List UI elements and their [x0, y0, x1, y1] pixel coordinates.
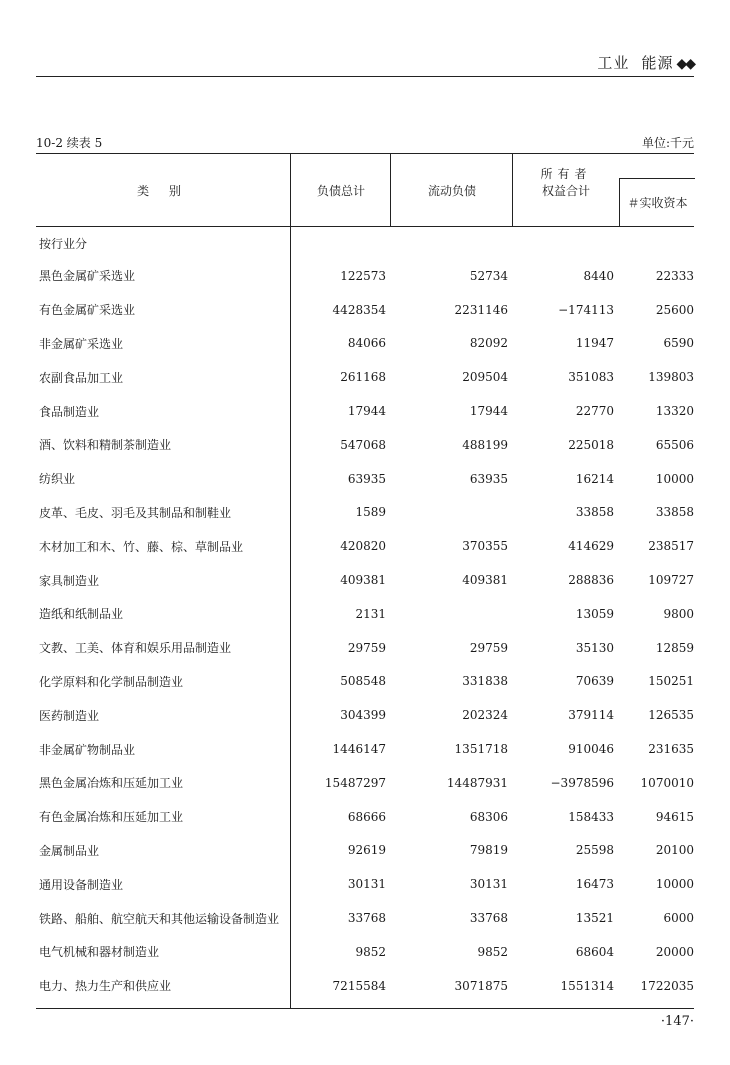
- cell-paid-in-capital: 12859: [655, 640, 694, 655]
- cell-paid-in-capital: 13320: [655, 404, 694, 419]
- cell-paid-in-capital: 109727: [648, 573, 694, 588]
- cell-total-liabilities: 9852: [355, 944, 386, 959]
- cell-owner-equity: 13521: [575, 911, 614, 926]
- data-table: [36, 153, 694, 1009]
- cell-owner-equity: 70639: [575, 674, 614, 689]
- row-category: 皮革、毛皮、羽毛及其制品和制鞋业: [39, 505, 232, 520]
- header-owner-equity: 所有者 权益合计: [540, 167, 592, 198]
- row-category: 电气机械和器材制造业: [39, 945, 160, 960]
- header-current-liabilities: 流动负债: [390, 154, 513, 226]
- row-category: 铁路、船舶、航空航天和其他运输设备制造业: [39, 911, 280, 926]
- cell-current-liabilities: 68306: [469, 809, 508, 824]
- cell-paid-in-capital: 10000: [655, 877, 694, 892]
- cell-total-liabilities: 92619: [347, 843, 386, 858]
- cell-paid-in-capital: 1722035: [640, 978, 694, 993]
- cell-current-liabilities: 17944: [469, 404, 508, 419]
- table-row: [36, 698, 694, 732]
- header-title: [597, 52, 694, 73]
- table-row: [36, 766, 694, 800]
- table-row: [36, 360, 694, 394]
- cell-owner-equity: −3978596: [550, 775, 614, 790]
- table-row: [36, 529, 694, 563]
- cell-current-liabilities: 29759: [469, 640, 508, 655]
- cell-owner-equity: 16473: [575, 877, 614, 892]
- cell-paid-in-capital: 150251: [648, 674, 694, 689]
- cell-owner-equity: 25598: [575, 843, 614, 858]
- table-row: [36, 834, 694, 868]
- cell-current-liabilities: 2231146: [454, 302, 508, 317]
- cell-paid-in-capital: 231635: [648, 742, 694, 757]
- cell-paid-in-capital: 238517: [648, 539, 694, 554]
- cell-current-liabilities: 1351718: [454, 742, 508, 757]
- cell-current-liabilities: 3071875: [454, 978, 508, 993]
- cell-paid-in-capital: 139803: [648, 370, 694, 385]
- cell-total-liabilities: 547068: [340, 437, 386, 452]
- unit-label: 单位:千元: [641, 136, 694, 150]
- cell-owner-equity: 16214: [575, 471, 614, 486]
- group-label: 按行业分: [39, 236, 88, 251]
- table-body: [36, 227, 694, 1008]
- cell-owner-equity: 33858: [575, 505, 614, 520]
- header-section-energy: 能源: [641, 54, 674, 72]
- cell-owner-equity: 68604: [575, 944, 614, 959]
- header-category: 类 别: [137, 183, 189, 198]
- cell-total-liabilities: 4428354: [332, 302, 386, 317]
- table-row: [36, 631, 694, 665]
- table-caption: [36, 134, 694, 152]
- header-paid-in-capital: ＃实收资本: [619, 178, 695, 226]
- row-category: 非金属矿采选业: [39, 336, 124, 351]
- cell-current-liabilities: 52734: [469, 268, 508, 283]
- cell-paid-in-capital: 1070010: [640, 775, 694, 790]
- row-category: 电力、热力生产和供应业: [39, 979, 172, 994]
- row-category: 食品制造业: [39, 404, 100, 419]
- cell-paid-in-capital: 33858: [655, 505, 694, 520]
- cell-current-liabilities: 488199: [462, 437, 508, 452]
- diamond-icon: ◆◆: [676, 56, 694, 72]
- cell-total-liabilities: 7215584: [332, 978, 386, 993]
- cell-total-liabilities: 2131: [355, 606, 386, 621]
- cell-total-liabilities: 30131: [347, 877, 386, 892]
- cell-owner-equity: 158433: [568, 809, 614, 824]
- row-category: 文教、工美、体育和娱乐用品制造业: [39, 641, 232, 656]
- cell-owner-equity: 351083: [568, 370, 614, 385]
- table-header: [36, 154, 694, 227]
- header-total-liabilities: 负债总计: [290, 154, 391, 226]
- row-category: 黑色金属冶炼和压延加工业: [39, 776, 184, 791]
- cell-total-liabilities: 63935: [347, 471, 386, 486]
- cell-owner-equity: 11947: [575, 336, 614, 351]
- running-header: [36, 52, 694, 77]
- cell-total-liabilities: 33768: [347, 911, 386, 926]
- cell-total-liabilities: 17944: [347, 404, 386, 419]
- cell-total-liabilities: 1446147: [332, 742, 386, 757]
- row-category: 医药制造业: [39, 708, 100, 723]
- table-rows: [36, 259, 694, 1003]
- row-category: 有色金属冶炼和压延加工业: [39, 810, 184, 825]
- table-row: [36, 259, 694, 293]
- cell-total-liabilities: 304399: [340, 708, 386, 723]
- cell-total-liabilities: 420820: [340, 539, 386, 554]
- table-id: 10-2 续表 5: [36, 136, 103, 150]
- row-category: 家具制造业: [39, 573, 100, 588]
- table-row: [36, 732, 694, 766]
- header-equity-group: [512, 154, 695, 226]
- cell-owner-equity: 288836: [568, 573, 614, 588]
- cell-owner-equity: 379114: [568, 708, 614, 723]
- cell-current-liabilities: 14487931: [446, 775, 508, 790]
- cell-paid-in-capital: 25600: [655, 302, 694, 317]
- cell-owner-equity: 8440: [583, 268, 614, 283]
- table-row: [36, 462, 694, 496]
- cell-total-liabilities: 508548: [340, 674, 386, 689]
- cell-owner-equity: 22770: [575, 404, 614, 419]
- cell-total-liabilities: 68666: [347, 809, 386, 824]
- cell-owner-equity: 414629: [568, 539, 614, 554]
- table-row: [36, 901, 694, 935]
- cell-paid-in-capital: 65506: [655, 437, 694, 452]
- row-category: 有色金属矿采选业: [39, 303, 136, 318]
- header-section-industry: 工业: [597, 54, 630, 72]
- cell-current-liabilities: 79819: [469, 843, 508, 858]
- cell-paid-in-capital: 126535: [648, 708, 694, 723]
- table-row: [36, 428, 694, 462]
- page-number: ·147·: [660, 1014, 694, 1029]
- row-category: 非金属矿物制品业: [39, 742, 136, 757]
- cell-total-liabilities: 29759: [347, 640, 386, 655]
- table-row: [36, 293, 694, 327]
- cell-current-liabilities: 202324: [462, 708, 508, 723]
- cell-current-liabilities: 209504: [462, 370, 508, 385]
- cell-current-liabilities: 33768: [469, 911, 508, 926]
- cell-total-liabilities: 1589: [355, 505, 386, 520]
- cell-owner-equity: −174113: [558, 302, 614, 317]
- cell-total-liabilities: 84066: [347, 336, 386, 351]
- row-category: 黑色金属矿采选业: [39, 269, 136, 284]
- cell-total-liabilities: 409381: [340, 573, 386, 588]
- cell-total-liabilities: 261168: [340, 370, 386, 385]
- cell-paid-in-capital: 10000: [655, 471, 694, 486]
- table-row: [36, 394, 694, 428]
- table-row: [36, 563, 694, 597]
- row-category: 金属制品业: [39, 843, 100, 858]
- cell-paid-in-capital: 94615: [655, 809, 694, 824]
- table-row: [36, 327, 694, 361]
- cell-owner-equity: 910046: [568, 742, 614, 757]
- row-category: 木材加工和木、竹、藤、棕、草制品业: [39, 539, 244, 554]
- table-row: [36, 800, 694, 834]
- cell-current-liabilities: 409381: [462, 573, 508, 588]
- cell-total-liabilities: 122573: [340, 268, 386, 283]
- row-category: 化学原料和化学制品制造业: [39, 674, 184, 689]
- cell-paid-in-capital: 6590: [663, 336, 694, 351]
- cell-owner-equity: 35130: [575, 640, 614, 655]
- cell-owner-equity: 1551314: [560, 978, 614, 993]
- table-row: [36, 597, 694, 631]
- cell-paid-in-capital: 6000: [663, 911, 694, 926]
- cell-current-liabilities: 370355: [462, 539, 508, 554]
- row-category: 纺织业: [39, 472, 76, 487]
- cell-current-liabilities: 30131: [469, 877, 508, 892]
- cell-total-liabilities: 15487297: [324, 775, 386, 790]
- cell-owner-equity: 13059: [575, 606, 614, 621]
- cell-paid-in-capital: 22333: [655, 268, 694, 283]
- table-row: [36, 935, 694, 969]
- table-row: [36, 969, 694, 1003]
- cell-current-liabilities: 63935: [469, 471, 508, 486]
- table-row: [36, 867, 694, 901]
- row-category: 造纸和纸制品业: [39, 607, 124, 622]
- cell-current-liabilities: 82092: [469, 336, 508, 351]
- cell-current-liabilities: [390, 597, 508, 631]
- cell-paid-in-capital: 20100: [655, 843, 694, 858]
- cell-paid-in-capital: 9800: [663, 606, 694, 621]
- cell-owner-equity: 225018: [568, 437, 614, 452]
- cell-current-liabilities: 331838: [462, 674, 508, 689]
- cell-paid-in-capital: 20000: [655, 944, 694, 959]
- row-category: 酒、饮料和精制茶制造业: [39, 438, 172, 453]
- row-category: 农副食品加工业: [39, 370, 124, 385]
- table-row: [36, 665, 694, 699]
- cell-current-liabilities: 9852: [477, 944, 508, 959]
- row-category: 通用设备制造业: [39, 877, 124, 892]
- table-row: [36, 496, 694, 530]
- cell-current-liabilities: [390, 496, 508, 530]
